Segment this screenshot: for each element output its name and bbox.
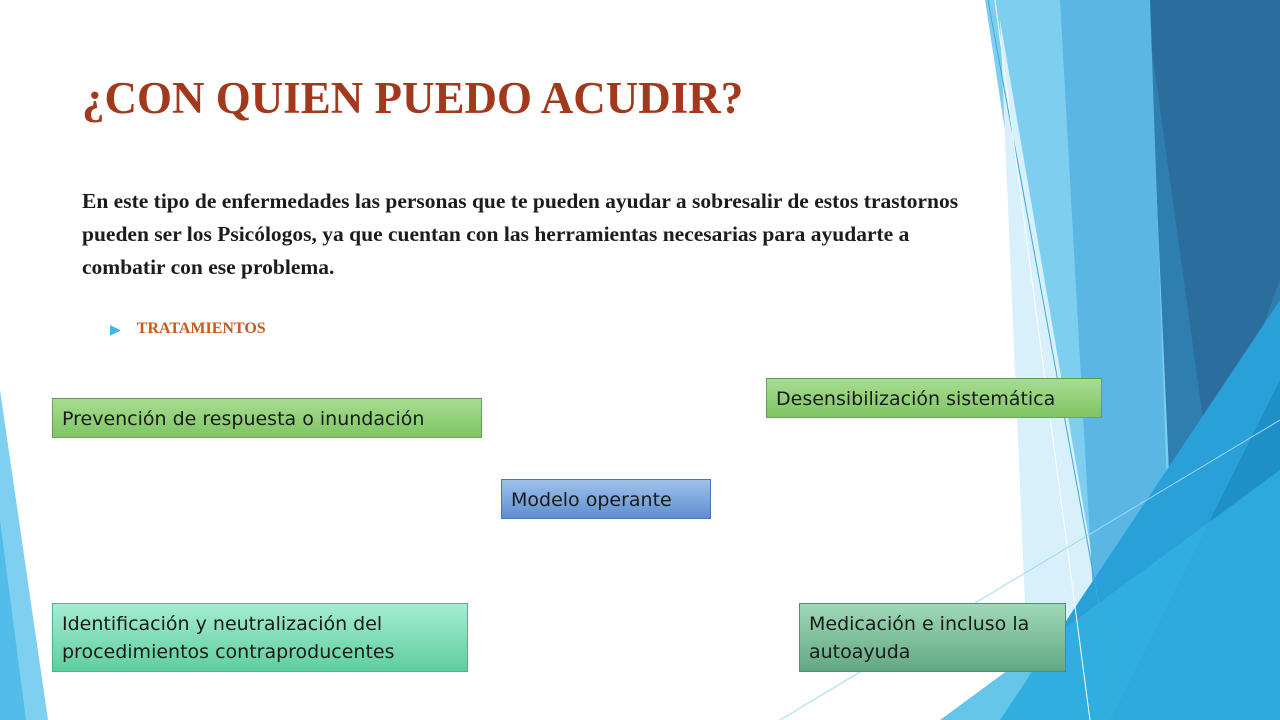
bullet-item-tratamientos	[110, 320, 266, 338]
treatment-box-identificacion: Identificación y neutralización del procedimientos contraproducentes	[52, 603, 468, 672]
bullet-label: TRATAMIENTOS	[136, 320, 266, 337]
slide-title: ¿CON QUIEN PUEDO ACUDIR?	[82, 73, 744, 123]
treatment-box-prevencion: Prevención de respuesta o inundación	[52, 398, 482, 438]
slide-body-text: En este tipo de enfermedades las personas que te pueden ayudar a sobresalir de estos trastornos pueden ser los Psicólogos, ya que cuentan con las herramientas necesarias para ayudarte a combatir con ese problema.	[82, 189, 959, 279]
treatment-box-desensibilizacion: Desensibilización sistemática	[766, 378, 1102, 418]
treatment-box-modelo-operante: Modelo operante	[501, 479, 711, 519]
treatment-box-medicacion: Medicación e incluso la autoayuda	[799, 603, 1066, 672]
triangle-bullet-icon: ▶	[110, 320, 121, 337]
